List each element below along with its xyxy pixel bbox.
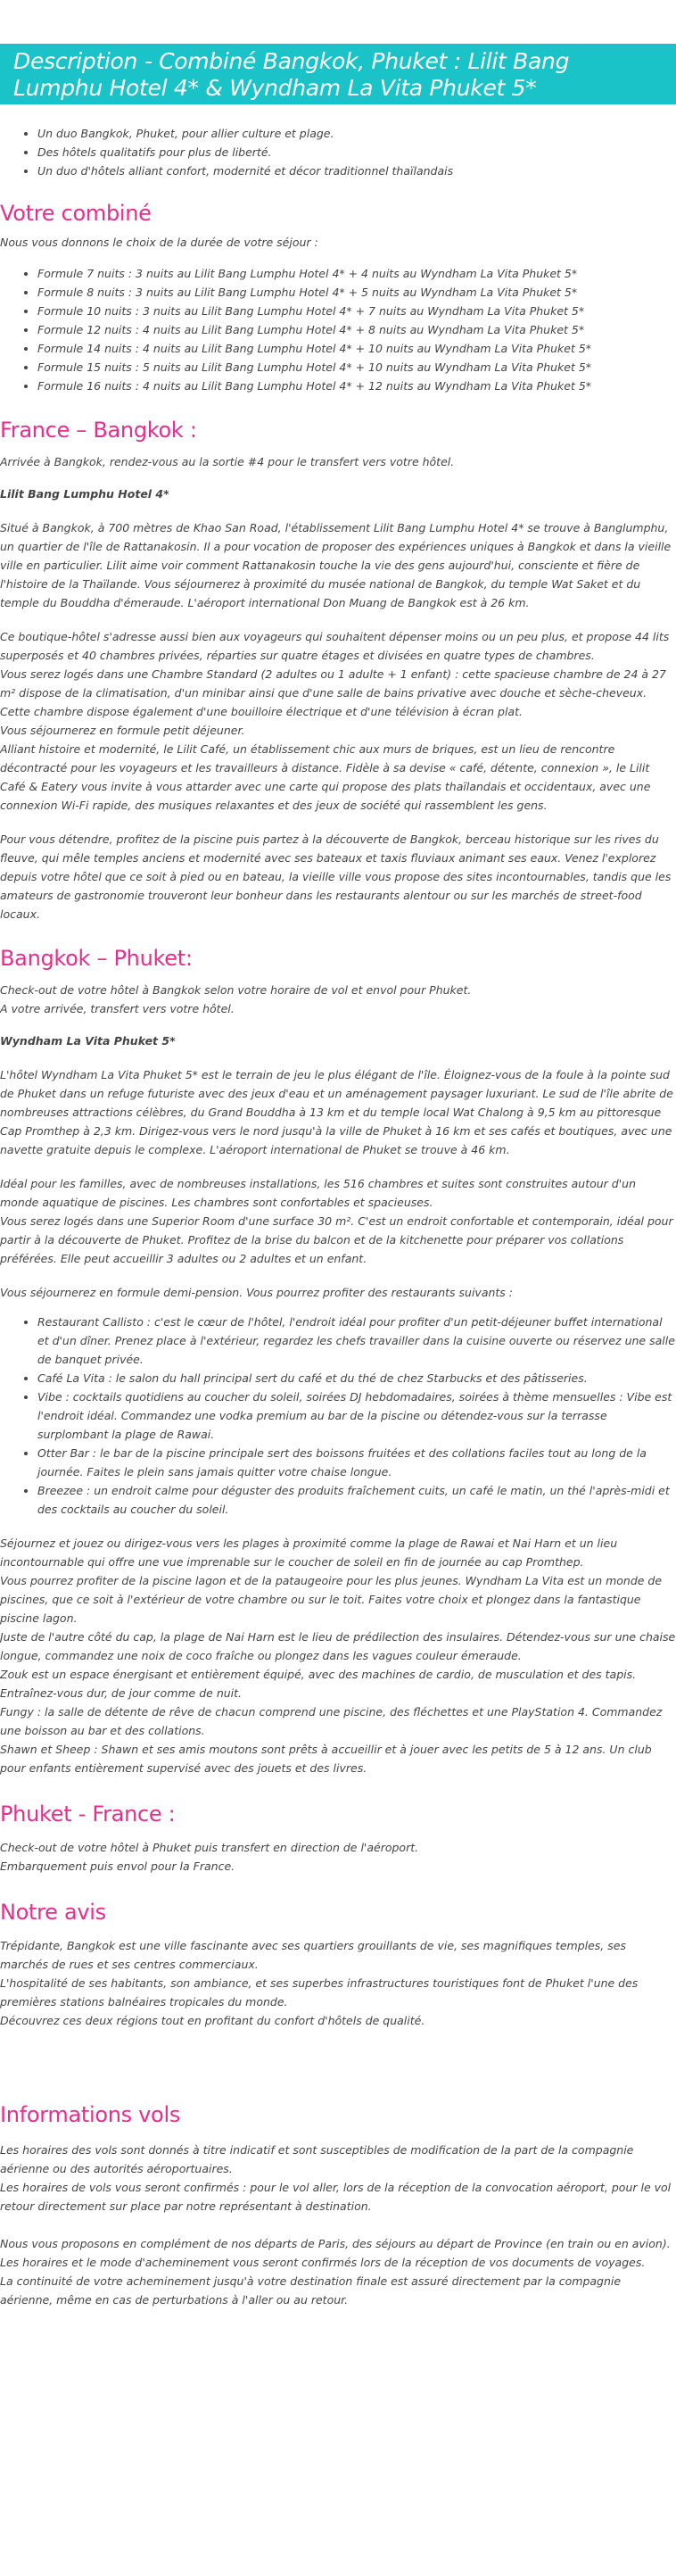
section-heading-france-bangkok: France – Bangkok : bbox=[0, 418, 197, 443]
list-item: • Formule 14 nuits : 4 nuits au Lilit Bang Lumphu Hotel 4* + 10 nuits au Wyndham La Vita Phuket 5* bbox=[37, 339, 676, 358]
paragraph-line: Check-out de votre hôtel à Bangkok selon votre horaire de vol et envol pour Phuket. bbox=[0, 983, 472, 997]
hotel-name-phuket: Wyndham La Vita Phuket 5* bbox=[0, 1034, 176, 1048]
section-heading-phuket-france: Phuket - France : bbox=[0, 1802, 176, 1826]
list-item: • Café La Vita : le salon du hall principal sert du café et du thé de chez Starbucks et des pâtisseries. bbox=[37, 1369, 676, 1387]
bangkok-paragraph-2 bbox=[0, 627, 676, 815]
paragraph-line: Alliant histoire et modernité, le Lilit Café, un établissement chic aux murs de briques, est un lieu de rencontre décontracté pour les voyageurs et les travailleurs à distance. Fidèle à sa devise « café, détente, connexion », le Lilit Café & Eatery vous invite à vous attarder avec une carte qui propose des plats thaïlandais et occidentaux, avec une connexion Wi-Fi rapide, des musiques relaxantes et des jeux de société qui rassemblent les gens. bbox=[0, 742, 651, 812]
paragraph-line: L'hospitalité de ses habitants, son ambiance, et ses superbes infrastructures touristiques font de Phuket l'une des premières stations balnéaires tropicales du monde. bbox=[0, 1976, 639, 2009]
paragraph-line: Zouk est un espace énergisant et entièrement équipé, avec des machines de cardio, de musculation et des tapis. Entraînez-vous dur, de jour comme de nuit. bbox=[0, 1668, 637, 1700]
title-banner bbox=[0, 44, 676, 104]
section-heading-infos: Informations vols bbox=[0, 2102, 181, 2127]
paragraph-line: Les horaires des vols sont donnés à titre indicatif et sont susceptibles de modification de la part de la compagnie aérienne ou des autorités aéroportuaires. bbox=[0, 2143, 634, 2175]
paragraph-line: Check-out de votre hôtel à Phuket puis transfert en direction de l'aéroport. bbox=[0, 1841, 419, 1854]
intro-list bbox=[0, 124, 676, 180]
infos-paragraph-1 bbox=[0, 2141, 676, 2216]
restaurant-list bbox=[0, 1313, 676, 1519]
paragraph-line: A votre arrivée, transfert vers votre hôtel. bbox=[0, 1002, 235, 1015]
list-item: • Un duo Bangkok, Phuket, pour allier culture et plage. bbox=[37, 124, 676, 143]
list-item: • Otter Bar : le bar de la piscine principale sert des boissons fruitées et des collations faciles tout au long de la journée. Faites le plein sans jamais quitter votre chaise longue. bbox=[37, 1444, 676, 1481]
page-title: Description - Combiné Bangkok, Phuket : Lilit Bang Lumphu Hotel 4* & Wyndham La Vita Phuket 5* bbox=[13, 48, 570, 101]
paragraph-line: Juste de l'autre côté du cap, la plage de Nai Harn est le lieu de prédilection des insulaires. Détendez-vous sur une chaise longue, commandez une noix de coco fraîche ou plongez dans les vagues couleur émeraude. bbox=[0, 1630, 676, 1662]
list-item: • Des hôtels qualitatifs pour plus de liberté. bbox=[37, 143, 676, 162]
paragraph-line: Embarquement puis envol pour la France. bbox=[0, 1860, 235, 1873]
paragraph-line: Découvrez ces deux régions tout en profitant du confort d'hôtels de qualité. bbox=[0, 2014, 425, 2027]
main-content bbox=[0, 116, 676, 2309]
halfboard-text: Vous séjournerez en formule demi-pension. Vous pourrez profiter des restaurants suivants : bbox=[0, 1286, 513, 1299]
list-item: • Vibe : cocktails quotidiens au coucher du soleil, soirées DJ hebdomadaires, soirées à thème mensuelles : Vibe est l'endroit idéal. Commandez une vodka premium au bar de la piscine ou détendez-vous sur la terrasse surplombant la plage de Rawai. bbox=[37, 1387, 676, 1444]
hotel-name-bangkok: Lilit Bang Lumphu Hotel 4* bbox=[0, 487, 169, 501]
arrival-text: Arrivée à Bangkok, rendez-vous au la sortie #4 pour le transfert vers votre hôtel. bbox=[0, 455, 455, 468]
list-item: • Breezee : un endroit calme pour déguster des produits fraîchement cuits, un café le matin, un thé l'après-midi et des cocktails au coucher du soleil. bbox=[37, 1481, 676, 1519]
list-item: • Formule 7 nuits : 3 nuits au Lilit Bang Lumphu Hotel 4* + 4 nuits au Wyndham La Vita Phuket 5* bbox=[37, 264, 676, 283]
paragraph-line: Les horaires de vols vous seront confirmés : pour le vol aller, lors de la réception de la convocation aéroport, pour le vol retour directement sur place par notre représentant à destination. bbox=[0, 2181, 672, 2213]
combine-lead: Nous vous donnons le choix de la durée de votre séjour : bbox=[0, 236, 318, 249]
phuket-paragraph-3 bbox=[0, 1534, 676, 1777]
paragraph-line: Vous serez logés dans une Superior Room d'une surface 30 m². C'est un endroit confortable et contemporain, idéal pour partir à la découverte de Phuket. Profitez de la brise du balcon et de la kitchenette pour préparer vos collations préférées. Elle peut accueillir 3 adultes ou 2 adultes et un enfant. bbox=[0, 1214, 673, 1265]
phuket-paragraph-1: L'hôtel Wyndham La Vita Phuket 5* est le terrain de jeu le plus élégant de l'île. Éloignez-vous de la foule à la pointe sud de Phuket dans un refuge futuriste avec des jeux d'eau et un aménagement paysager luxuriant. Le sud de l'île abrite de nombreuses attractions célèbres, du Grand Bouddha à 13 km et du temple local Wat Chalong à 9,5 km au pittoresque Cap Promthep à 2,3 km. Dirigez-vous vers le nord jusqu'à la ville de Phuket à 16 km et ses cafés et boutiques, avec une navette gratuite depuis le complexe. L'aéroport international de Phuket se trouve à 46 km. bbox=[0, 1068, 673, 1156]
list-item: • Formule 15 nuits : 5 nuits au Lilit Bang Lumphu Hotel 4* + 10 nuits au Wyndham La Vita Phuket 5* bbox=[37, 358, 676, 377]
bangkok-paragraph-1: Situé à Bangkok, à 700 mètres de Khao San Road, l'établissement Lilit Bang Lumphu Hotel 4* se trouve à Banglumphu, un quartier de l'île de Rattanakosin. Il a pour vocation de proposer des expériences uniques à Bangkok et dans la vieille ville en particulier. Lilit aime voir comment Rattanakosin touche la vie des gens aujourd'hui, consciente et fière de l'histoire de la Thaïlande. Vous séjournerez à proximité du musée national de Bangkok, du temple Wat Saket et du temple du Bouddha d'émeraude. L'aéroport international Don Muang de Bangkok est à 26 km. bbox=[0, 521, 672, 609]
phuket-france-text bbox=[0, 1838, 676, 1876]
paragraph-line: Idéal pour les familles, avec de nombreuses installations, les 516 chambres et suites sont construites autour d'un monde aquatique de piscines. Les chambres sont confortables et spacieuses. bbox=[0, 1177, 637, 1209]
checkout-text bbox=[0, 981, 676, 1018]
phuket-paragraph-2 bbox=[0, 1174, 676, 1268]
paragraph-line: Vous pourrez profiter de la piscine lagon et de la pataugeoire pour les plus jeunes. Wyndham La Vita est un monde de piscines, que ce soit à l'extérieur de votre chambre ou sur le toit. Faites votre choix et plongez dans la fantastique piscine lagon. bbox=[0, 1574, 663, 1625]
list-item: • Restaurant Callisto : c'est le cœur de l'hôtel, l'endroit idéal pour profiter d'un petit-déjeuner buffet international et d'un dîner. Prenez place à l'extérieur, regardez les chefs travailler dans la cuisine ouverte ou réservez une salle de banquet privée. bbox=[37, 1313, 676, 1369]
paragraph-line: La continuité de votre acheminement jusqu'à votre destination finale est assuré directement par la compagnie aérienne, même en cas de perturbations à l'aller ou au retour. bbox=[0, 2274, 622, 2307]
list-item: • Formule 16 nuits : 4 nuits au Lilit Bang Lumphu Hotel 4* + 12 nuits au Wyndham La Vita Phuket 5* bbox=[37, 377, 676, 395]
paragraph-line: Trépidante, Bangkok est une ville fascinante avec ses quartiers grouillants de vie, ses magnifiques temples, ses marchés de rues et ses centres commerciaux. bbox=[0, 1939, 626, 1971]
section-heading-combine: Votre combiné bbox=[0, 201, 152, 226]
paragraph-line: Séjournez et jouez ou dirigez-vous vers les plages à proximité comme la plage de Rawai et Nai Harn et un lieu incontournable qui offre une vue imprenable sur le coucher de soleil en fin de journée au cap Promthep. bbox=[0, 1536, 618, 1569]
paragraph-line: Vous séjournerez en formule petit déjeuner. bbox=[0, 724, 245, 737]
paragraph-line: Fungy : la salle de détente de rêve de chacun comprend une piscine, des fléchettes et une PlayStation 4. Commandez une boisson au bar et des collations. bbox=[0, 1705, 663, 1737]
formula-list bbox=[0, 264, 676, 395]
list-item: • Formule 8 nuits : 3 nuits au Lilit Bang Lumphu Hotel 4* + 5 nuits au Wyndham La Vita Phuket 5* bbox=[37, 283, 676, 302]
section-heading-avis: Notre avis bbox=[0, 1900, 106, 1925]
paragraph-line: Nous vous proposons en complément de nos départs de Paris, des séjours au départ de Province (en train ou en avion). bbox=[0, 2237, 671, 2250]
paragraph-line: Ce boutique-hôtel s'adresse aussi bien aux voyageurs qui souhaitent dépenser moins ou un peu plus, et propose 44 lits superposés et 40 chambres privées, réparties sur quatre étages et divisées en quatre types de chambres. bbox=[0, 630, 670, 662]
paragraph-line: Shawn et Sheep : Shawn et ses amis moutons sont prêts à accueillir et à jouer avec les petits de 5 à 12 ans. Un club pour enfants entièrement supervisé avec des jouets et des livres. bbox=[0, 1743, 652, 1775]
paragraph-line: Vous serez logés dans une Chambre Standard (2 adultes ou 1 adulte + 1 enfant) : cette spacieuse chambre de 24 à 27 m² dispose de la climatisation, d'un minibar ainsi que d'une salle de bains privative avec douche et sèche-cheveux. Cette chambre dispose également d'une bouilloire électrique et d'une télévision à écran plat. bbox=[0, 667, 666, 718]
list-item: • Un duo d'hôtels alliant confort, modernité et décor traditionnel thaïlandais bbox=[37, 162, 676, 180]
section-heading-bangkok-phuket: Bangkok – Phuket: bbox=[0, 946, 193, 971]
infos-paragraph-2 bbox=[0, 2234, 676, 2309]
list-item: • Formule 10 nuits : 3 nuits au Lilit Bang Lumphu Hotel 4* + 7 nuits au Wyndham La Vita Phuket 5* bbox=[37, 302, 676, 320]
list-item: • Formule 12 nuits : 4 nuits au Lilit Bang Lumphu Hotel 4* + 8 nuits au Wyndham La Vita Phuket 5* bbox=[37, 320, 676, 339]
paragraph-line: Les horaires et le mode d'acheminement vous seront confirmés lors de la réception de vos documents de voyages. bbox=[0, 2256, 646, 2269]
avis-text bbox=[0, 1936, 676, 2030]
bangkok-paragraph-3: Pour vous détendre, profitez de la piscine puis partez à la découverte de Bangkok, berceau historique sur les rives du fleuve, qui mêle temples anciens et modernité avec ses bateaux et taxis fluviaux animant ses eaux. Venez l'explorez depuis votre hôtel que ce soit à pied ou en bateau, la vieille ville vous propose des sites incontournables, tandis que les amateurs de gastronomie trouveront leur bonheur dans les restaurants alentour ou sur les marchés de street-food locaux. bbox=[0, 832, 672, 921]
